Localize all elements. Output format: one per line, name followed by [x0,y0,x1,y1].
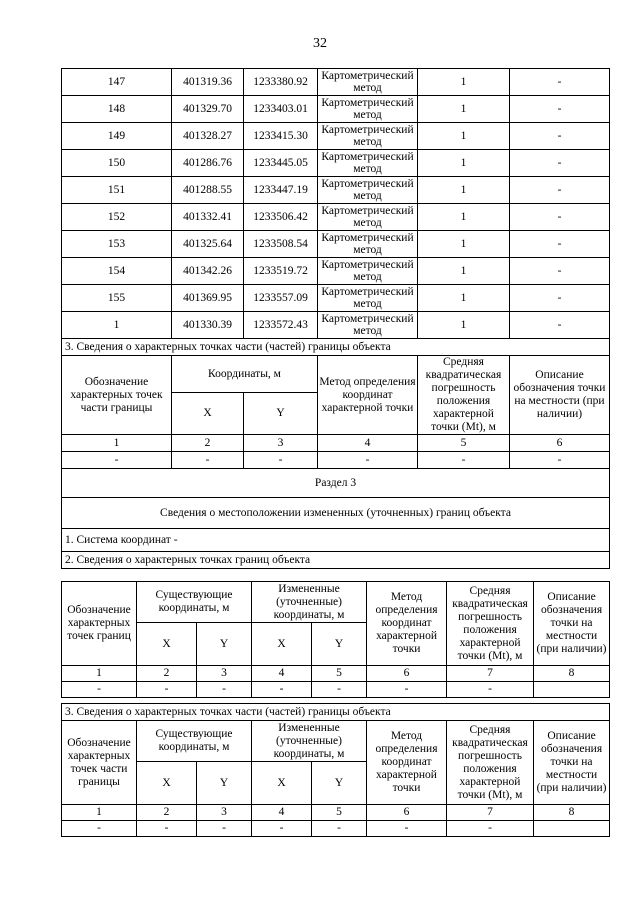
col-number: 7 [447,805,534,821]
dash-cell [534,682,610,698]
dash-cell: - [137,682,197,698]
mt-cell: 1 [418,312,510,339]
description-cell: - [510,204,610,231]
dash-cell: - [244,452,318,469]
description-cell: - [510,312,610,339]
col-number: 8 [534,666,610,682]
points-title: 2. Сведения о характерных точках границ объекта [62,552,610,569]
col-number: 4 [318,435,418,452]
col-changed: Измененные (уточненные) координаты, м [252,582,367,623]
col-existing: Существующие координаты, м [137,721,252,762]
coord-y: 1233508.54 [244,231,318,258]
method-cell: Картометрический метод [318,285,418,312]
dash-cell: - [197,682,252,698]
col-error: Средняя квадратическая погрешность положения характерной точки (Mt), м [447,721,534,805]
table-row [62,177,610,204]
coord-y: 1233445.05 [244,150,318,177]
col-coords: Координаты, м [172,356,318,393]
coord-x: 401319.36 [172,69,244,96]
dash-cell: - [252,682,312,698]
point-id: 153 [62,231,172,258]
point-id: 151 [62,177,172,204]
description-cell: - [510,285,610,312]
table-row [62,312,610,339]
mt-cell: 1 [418,204,510,231]
col-designation: Обозначение характерных точек части границы [62,721,137,805]
table-row [62,150,610,177]
number-row [62,666,610,682]
page-number: 32 [313,36,327,51]
col-number: 6 [367,666,447,682]
table-row [62,258,610,285]
method-cell: Картометрический метод [318,96,418,123]
method-cell: Картометрический метод [318,177,418,204]
col-number: 6 [510,435,610,452]
col-y-changed: Y [312,623,367,666]
col-number: 4 [252,666,312,682]
col-y-existing: Y [197,623,252,666]
col-number: 5 [312,666,367,682]
mt-cell: 1 [418,177,510,204]
description-cell: - [510,231,610,258]
coord-y: 1233506.42 [244,204,318,231]
mt-cell: 1 [418,258,510,285]
col-number: 2 [172,435,244,452]
col-method: Метод определения координат характерной точки [367,721,447,805]
description-cell: - [510,150,610,177]
col-x-changed: X [252,762,312,805]
col-number: 5 [312,805,367,821]
col-number: 1 [62,805,137,821]
coord-x: 401330.39 [172,312,244,339]
section-subtitle-row [62,498,610,529]
header-row [62,582,610,623]
col-description: Описание обозначения точки на местности (при наличии) [534,721,610,805]
dash-cell: - [252,821,312,837]
col-x-existing: X [137,762,197,805]
table-row [62,821,610,837]
coord-x: 401328.27 [172,123,244,150]
part-points-table [61,703,610,837]
dash-cell: - [510,452,610,469]
col-error: Средняя квадратическая погрешность положения характерной точки (Mt), м [447,582,534,666]
description-cell: - [510,123,610,150]
col-y-changed: Y [312,762,367,805]
col-existing: Существующие координаты, м [137,582,252,623]
points-title-row [62,552,610,569]
coord-system: 1. Система координат - [62,529,610,552]
coord-y: 1233519.72 [244,258,318,285]
point-id: 150 [62,150,172,177]
col-x-changed: X [252,623,312,666]
col-designation: Обозначение характерных точек части границы [62,356,172,435]
coord-x: 401369.95 [172,285,244,312]
mt-cell: 1 [418,285,510,312]
point-id: 155 [62,285,172,312]
col-number: 2 [137,666,197,682]
method-cell: Картометрический метод [318,123,418,150]
col-number: 2 [137,805,197,821]
method-cell: Картометрический метод [318,312,418,339]
section-title-row [62,704,610,721]
dash-cell [534,821,610,837]
coord-x: 401288.55 [172,177,244,204]
col-number: 7 [447,666,534,682]
col-method: Метод определения координат характерной точки [367,582,447,666]
col-error: Средняя квадратическая погрешность положения характерной точки (Mt), м [418,356,510,435]
coordinates-table [61,68,610,569]
dash-cell: - [447,682,534,698]
coord-x: 401332.41 [172,204,244,231]
table-row [62,69,610,96]
mt-cell: 1 [418,69,510,96]
col-y: Y [244,393,318,435]
table-row [62,204,610,231]
table-row [62,682,610,698]
dash-cell: - [312,821,367,837]
col-description: Описание обозначения точки на местности (при наличии) [534,582,610,666]
coord-x: 401342.26 [172,258,244,285]
mt-cell: 1 [418,123,510,150]
number-row [62,435,610,452]
point-id: 152 [62,204,172,231]
point-id: 149 [62,123,172,150]
description-cell: - [510,177,610,204]
description-cell: - [510,258,610,285]
col-designation: Обозначение характерных точек границ [62,582,137,666]
dash-cell: - [137,821,197,837]
coord-y: 1233447.19 [244,177,318,204]
table-row [62,231,610,258]
dash-cell: - [197,821,252,837]
section-heading-row [62,469,610,498]
header-row [62,356,610,393]
mt-cell: 1 [418,231,510,258]
col-description: Описание обозначения точки на местности (при наличии) [510,356,610,435]
coord-y: 1233415.30 [244,123,318,150]
point-id: 147 [62,69,172,96]
col-number: 3 [197,666,252,682]
method-cell: Картометрический метод [318,258,418,285]
method-cell: Картометрический метод [318,231,418,258]
coord-x: 401286.76 [172,150,244,177]
table-row [62,452,610,469]
coord-y: 1233403.01 [244,96,318,123]
dash-cell: - [172,452,244,469]
col-number: 5 [418,435,510,452]
table-row [62,96,610,123]
col-number: 1 [62,435,172,452]
section-heading: Раздел 3 [62,469,610,498]
section-title: 3. Сведения о характерных точках части (частей) границы объекта [62,339,610,356]
col-method: Метод определения координат характерной точки [318,356,418,435]
changed-points-table [61,581,610,698]
mt-cell: 1 [418,150,510,177]
number-row [62,805,610,821]
coord-y: 1233572.43 [244,312,318,339]
dash-cell: - [418,452,510,469]
col-number: 8 [534,805,610,821]
col-changed: Измененные (уточненные) координаты, м [252,721,367,762]
col-number: 4 [252,805,312,821]
table-row [62,123,610,150]
col-x-existing: X [137,623,197,666]
dash-cell: - [62,452,172,469]
section-subtitle: Сведения о местоположении измененных (уточненных) границ объекта [62,498,610,529]
point-id: 148 [62,96,172,123]
method-cell: Картометрический метод [318,204,418,231]
mt-cell: 1 [418,96,510,123]
point-id: 154 [62,258,172,285]
table-row [62,285,610,312]
dash-cell: - [318,452,418,469]
method-cell: Картометрический метод [318,69,418,96]
description-cell: - [510,69,610,96]
dash-cell: - [62,682,137,698]
col-number: 3 [244,435,318,452]
method-cell: Картометрический метод [318,150,418,177]
coord-x: 401325.64 [172,231,244,258]
col-number: 1 [62,666,137,682]
col-y-existing: Y [197,762,252,805]
dash-cell: - [312,682,367,698]
coord-system-row [62,529,610,552]
col-x: X [172,393,244,435]
dash-cell: - [62,821,137,837]
description-cell: - [510,96,610,123]
col-number: 3 [197,805,252,821]
coord-y: 1233557.09 [244,285,318,312]
coord-y: 1233380.92 [244,69,318,96]
header-row [62,721,610,762]
coord-x: 401329.70 [172,96,244,123]
dash-cell: - [367,821,447,837]
dash-cell: - [367,682,447,698]
section-title-row [62,339,610,356]
section-title: 3. Сведения о характерных точках части (частей) границы объекта [62,704,610,721]
dash-cell: - [447,821,534,837]
point-id: 1 [62,312,172,339]
col-number: 6 [367,805,447,821]
